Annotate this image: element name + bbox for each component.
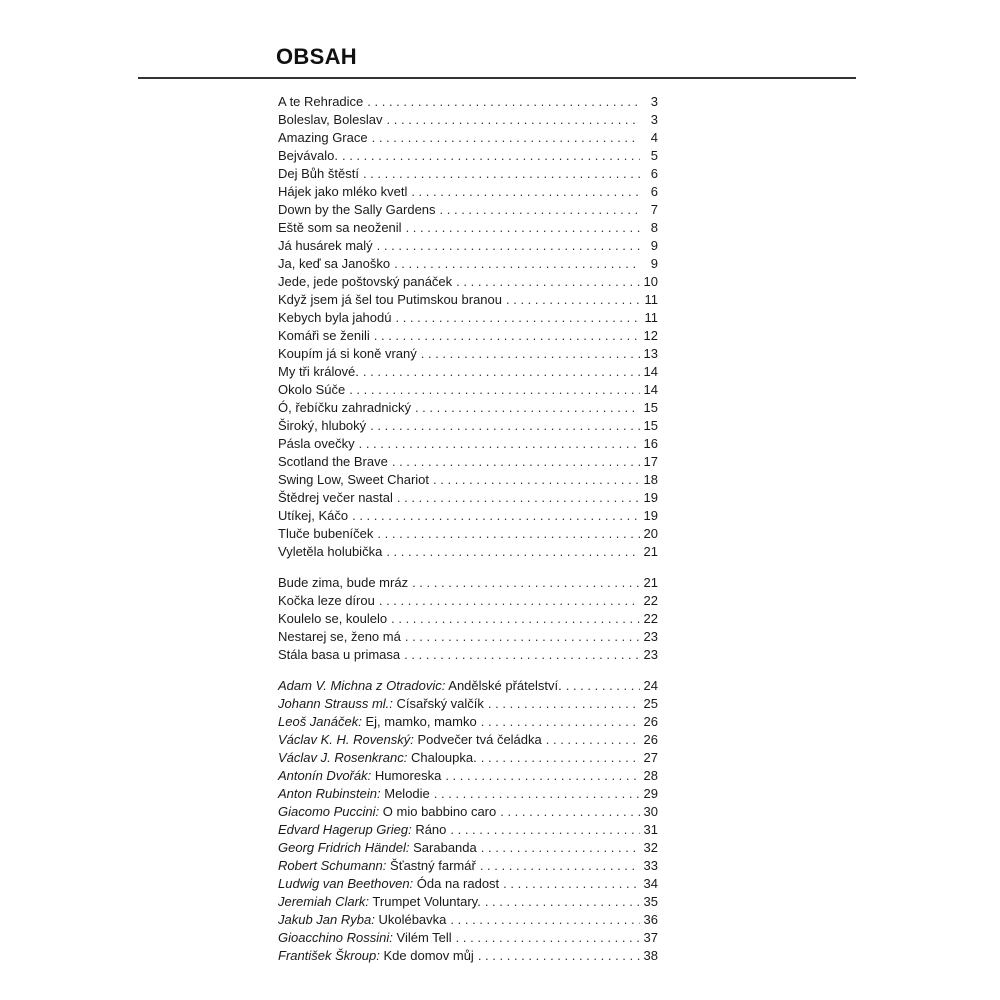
toc-entry-title: O mio babbino caro <box>382 804 497 819</box>
dot-leader <box>421 345 640 363</box>
toc-entry-label <box>278 363 359 381</box>
toc-entry-title: Ukolébavka <box>378 912 447 927</box>
toc-entry-title: Hájek jako mléko kvetl <box>278 184 408 199</box>
toc-entry-label <box>278 574 408 592</box>
toc-entry-page-number: 35 <box>643 894 658 909</box>
toc-entry-page-number: 9 <box>650 238 658 253</box>
toc-entry-title: Andělské přátelství. <box>448 678 562 693</box>
dot-leader <box>450 821 639 839</box>
toc-entry-label <box>278 327 370 345</box>
dot-leader <box>406 219 640 237</box>
toc-entry-page-number: 23 <box>643 647 658 662</box>
toc-entry-label <box>278 237 373 255</box>
dot-leader <box>481 839 640 857</box>
toc-entry-title: Koupím já si koně vraný <box>278 346 417 361</box>
toc-entry-title: Bude zima, bude mráz <box>278 575 409 590</box>
toc-entry-title: Kebych byla jahodú <box>278 310 392 325</box>
toc-entry-label <box>278 911 446 929</box>
toc-entry-page-number: 20 <box>643 526 658 541</box>
toc-entry[interactable] <box>278 165 658 183</box>
toc-entry-title: Štědrej večer nastal <box>278 490 393 505</box>
toc-entry-label <box>278 381 345 399</box>
toc-entry-label <box>278 610 387 628</box>
toc-entry-label <box>278 147 338 165</box>
toc-entry-page-number: 32 <box>643 840 658 855</box>
dot-leader <box>370 417 639 435</box>
toc-entry-label <box>278 507 348 525</box>
toc-entry-page-number: 29 <box>643 786 658 801</box>
dot-leader <box>566 677 640 695</box>
toc-entry-composer: Václav K. H. Rovenský: <box>278 732 414 747</box>
toc-entry-label <box>278 219 402 237</box>
toc-entry-title: Ej, mamko, mamko <box>365 714 477 729</box>
toc-entry-page-number: 28 <box>643 768 658 783</box>
toc-entry-label <box>278 525 373 543</box>
dot-leader <box>546 731 640 749</box>
toc-entry-label <box>278 713 477 731</box>
toc-entry-page-number: 7 <box>650 202 658 217</box>
toc-entry-page-number: 22 <box>643 611 658 626</box>
toc-entry-page-number: 26 <box>643 714 658 729</box>
toc-entry-title: Nestarej se, ženo má <box>278 629 401 644</box>
toc-entry-label <box>278 803 496 821</box>
toc-entry-label <box>278 345 417 363</box>
toc-entry[interactable] <box>278 237 658 255</box>
toc-entry[interactable] <box>278 646 658 664</box>
dot-leader <box>395 309 640 327</box>
toc-entry-page-number: 13 <box>643 346 658 361</box>
toc-entry-label <box>278 821 446 839</box>
toc-entry[interactable] <box>278 947 658 965</box>
toc-entry[interactable] <box>278 628 658 646</box>
toc-entry-title: Eště som sa neoženil <box>278 220 402 235</box>
toc-entry-page-number: 25 <box>643 696 658 711</box>
toc-entry[interactable] <box>278 219 658 237</box>
toc-entry-title: A te Rehradice <box>278 94 364 109</box>
title-divider <box>138 77 856 79</box>
dot-leader <box>372 129 640 147</box>
dot-leader <box>456 273 639 291</box>
toc-entry[interactable] <box>278 489 658 507</box>
toc-entry-label <box>278 628 401 646</box>
toc-entry-label <box>278 399 411 417</box>
toc-entry-title: Trumpet Voluntary. <box>372 894 481 909</box>
toc-entry-page-number: 15 <box>643 400 658 415</box>
toc-entry[interactable] <box>278 507 658 525</box>
toc-entry[interactable] <box>278 785 658 803</box>
toc-entry[interactable] <box>278 327 658 345</box>
toc-entry-label <box>278 471 429 489</box>
toc-entry-title: Scotland the Brave <box>278 454 388 469</box>
toc-entry-page-number: 12 <box>643 328 658 343</box>
toc-entry-title: Ja, keď sa Janoško <box>278 256 391 271</box>
dot-leader <box>503 875 639 893</box>
toc-entry-label <box>278 592 375 610</box>
dot-leader <box>367 93 640 111</box>
toc-entry-label <box>278 273 452 291</box>
toc-entry-composer: Gioacchino Rossini: <box>278 930 393 945</box>
toc-entry-title: Když jsem já šel tou Putimskou branou <box>278 292 502 307</box>
toc-entry-title: Down by the Sally Gardens <box>278 202 436 217</box>
toc-entry[interactable] <box>278 875 658 893</box>
toc-entry-page-number: 14 <box>643 382 658 397</box>
dot-leader <box>445 767 639 785</box>
toc-entry-title: Humoreska <box>374 768 442 783</box>
toc-entry-composer: Georg Fridrich Händel: <box>278 840 410 855</box>
dot-leader <box>363 363 640 381</box>
toc-entry-label <box>278 785 430 803</box>
toc-entry-title: Melodie <box>384 786 430 801</box>
dot-leader <box>481 749 640 767</box>
toc-entry-page-number: 36 <box>643 912 658 927</box>
toc-entry-page-number: 22 <box>643 593 658 608</box>
toc-entry-page-number: 23 <box>643 629 658 644</box>
toc-entry-page-number: 34 <box>643 876 658 891</box>
table-of-contents <box>278 93 658 965</box>
dot-leader <box>415 399 640 417</box>
toc-entry-composer: Jakub Jan Ryba: <box>278 912 375 927</box>
toc-entry[interactable] <box>278 574 658 592</box>
dot-leader <box>434 785 640 803</box>
toc-entry-page-number: 3 <box>650 94 658 109</box>
toc-entry-composer: Johann Strauss ml.: <box>278 696 393 711</box>
toc-entry-title: Jede, jede poštovský panáček <box>278 274 453 289</box>
toc-entry-label <box>278 129 368 147</box>
dot-leader <box>412 574 639 592</box>
dot-leader <box>363 165 640 183</box>
toc-entry[interactable] <box>278 857 658 875</box>
toc-entry-label <box>278 93 363 111</box>
toc-entry-title: Tluče bubeníček <box>278 526 374 541</box>
toc-entry-title: Komáři se ženili <box>278 328 370 343</box>
dot-leader <box>392 453 640 471</box>
toc-entry-label <box>278 929 452 947</box>
toc-entry-title: My tři králové. <box>278 364 359 379</box>
toc-entry-page-number: 37 <box>643 930 658 945</box>
toc-entry-page-number: 26 <box>643 732 658 747</box>
toc-entry-page-number: 3 <box>650 112 658 127</box>
toc-entry-title: Šťastný farmář <box>390 858 476 873</box>
toc-entry-page-number: 18 <box>643 472 658 487</box>
toc-entry-page-number: 17 <box>643 454 658 469</box>
toc-entry[interactable] <box>278 111 658 129</box>
dot-leader <box>450 911 639 929</box>
toc-entry-composer: Robert Schumann: <box>278 858 387 873</box>
toc-entry[interactable] <box>278 592 658 610</box>
toc-entry[interactable] <box>278 255 658 273</box>
toc-entry-label <box>278 646 400 664</box>
toc-entry[interactable] <box>278 309 658 327</box>
toc-entry-title: Kde domov můj <box>383 948 474 963</box>
toc-entry-composer: František Škroup: <box>278 948 380 963</box>
dot-leader <box>433 471 640 489</box>
toc-entry-page-number: 6 <box>650 184 658 199</box>
toc-entry-title: Císařský valčík <box>396 696 484 711</box>
toc-entry-page-number: 30 <box>643 804 658 819</box>
toc-entry-label <box>278 291 502 309</box>
toc-entry-title: Pásla ovečky <box>278 436 355 451</box>
toc-entry[interactable] <box>278 129 658 147</box>
toc-entry[interactable] <box>278 610 658 628</box>
toc-entry-page-number: 16 <box>643 436 658 451</box>
toc-entry-title: Boleslav, Boleslav <box>278 112 383 127</box>
toc-entry-page-number: 27 <box>643 750 658 765</box>
toc-entry[interactable] <box>278 291 658 309</box>
toc-entry-label <box>278 201 436 219</box>
toc-entry-composer: Edvard Hagerup Grieg: <box>278 822 412 837</box>
toc-entry-title: Vyletěla holubička <box>278 544 383 559</box>
toc-entry-composer: Jeremiah Clark: <box>278 894 370 909</box>
toc-entry[interactable] <box>278 381 658 399</box>
toc-entry-composer: Ludwig van Beethoven: <box>278 876 414 891</box>
toc-entry-title: Chaloupka. <box>410 750 477 765</box>
toc-entry-composer: Adam V. Michna z Otradovic: <box>278 678 446 693</box>
toc-entry-title: Okolo Súče <box>278 382 346 397</box>
toc-entry-label <box>278 875 499 893</box>
toc-entry[interactable] <box>278 399 658 417</box>
dot-leader <box>391 610 639 628</box>
toc-entry-label <box>278 839 477 857</box>
toc-entry-page-number: 11 <box>644 292 658 307</box>
dot-leader <box>374 327 640 345</box>
toc-entry-page-number: 15 <box>643 418 658 433</box>
toc-entry-title: Dej Bůh štěstí <box>278 166 359 181</box>
toc-entry-label <box>278 731 542 749</box>
toc-entry-label <box>278 893 481 911</box>
toc-entry-page-number: 19 <box>643 490 658 505</box>
toc-entry-title: Kočka leze dírou <box>278 593 375 608</box>
toc-entry[interactable] <box>278 345 658 363</box>
toc-entry-label <box>278 543 382 561</box>
toc-entry[interactable] <box>278 803 658 821</box>
toc-entry-title: Bejvávalo. <box>278 148 338 163</box>
dot-leader <box>485 893 640 911</box>
toc-entry[interactable] <box>278 839 658 857</box>
dot-leader <box>359 435 640 453</box>
toc-entry-title: Sarabanda <box>413 840 477 855</box>
dot-leader <box>352 507 639 525</box>
toc-entry[interactable] <box>278 543 658 561</box>
page-title: OBSAH <box>276 44 357 69</box>
dot-leader <box>440 201 640 219</box>
toc-entry-title: Óda na radost <box>416 876 500 891</box>
toc-entry[interactable] <box>278 893 658 911</box>
toc-entry-label <box>278 435 355 453</box>
toc-entry[interactable] <box>278 201 658 219</box>
toc-entry-page-number: 6 <box>650 166 658 181</box>
toc-entry-label <box>278 749 477 767</box>
dot-leader <box>397 489 640 507</box>
toc-entry-label <box>278 309 391 327</box>
toc-entry-page-number: 24 <box>643 678 658 693</box>
dot-leader <box>500 803 639 821</box>
toc-entry[interactable] <box>278 435 658 453</box>
toc-section <box>278 574 658 664</box>
dot-leader <box>386 543 639 561</box>
toc-entry-page-number: 4 <box>650 130 658 145</box>
toc-entry[interactable] <box>278 677 658 695</box>
toc-entry-page-number: 31 <box>643 822 658 837</box>
toc-entry-label <box>278 489 393 507</box>
toc-entry-label <box>278 111 383 129</box>
toc-entry-page-number: 38 <box>643 948 658 963</box>
dot-leader <box>377 525 639 543</box>
toc-entry[interactable] <box>278 731 658 749</box>
dot-leader <box>481 713 640 731</box>
toc-entry-title: Široký, hluboký <box>278 418 367 433</box>
toc-entry[interactable] <box>278 273 658 291</box>
toc-entry[interactable] <box>278 713 658 731</box>
toc-entry-label <box>278 165 359 183</box>
toc-entry[interactable] <box>278 821 658 839</box>
toc-entry-composer: Leoš Janáček: <box>278 714 362 729</box>
dot-leader <box>404 646 639 664</box>
toc-entry-page-number: 8 <box>650 220 658 235</box>
toc-entry-title: Stála basa u primasa <box>278 647 401 662</box>
dot-leader <box>411 183 640 201</box>
toc-entry[interactable] <box>278 453 658 471</box>
toc-entry[interactable] <box>278 749 658 767</box>
toc-entry-title: Swing Low, Sweet Chariot <box>278 472 430 487</box>
toc-entry-title: Utíkej, Káčo <box>278 508 349 523</box>
toc-entry[interactable] <box>278 525 658 543</box>
toc-entry-page-number: 9 <box>650 256 658 271</box>
toc-entry-label <box>278 183 407 201</box>
toc-entry-label <box>278 947 474 965</box>
toc-entry-page-number: 21 <box>643 575 658 590</box>
toc-entry-composer: Václav J. Rosenkranc: <box>278 750 408 765</box>
dot-leader <box>456 929 640 947</box>
toc-entry-label <box>278 767 441 785</box>
dot-leader <box>394 255 640 273</box>
toc-entry[interactable] <box>278 767 658 785</box>
toc-entry-label <box>278 695 484 713</box>
dot-leader <box>349 381 639 399</box>
toc-entry-title: Vilém Tell <box>396 930 452 945</box>
toc-section <box>278 677 658 965</box>
toc-entry[interactable] <box>278 911 658 929</box>
dot-leader <box>480 857 640 875</box>
dot-leader <box>342 147 640 165</box>
toc-entry-page-number: 14 <box>643 364 658 379</box>
toc-entry-title: Podvečer tvá čeládka <box>417 732 542 747</box>
dot-leader <box>387 111 640 129</box>
toc-entry-label <box>278 255 390 273</box>
toc-entry-title: Ó, řebíčku zahradnický <box>278 400 411 415</box>
dot-leader <box>379 592 640 610</box>
dot-leader <box>506 291 640 309</box>
toc-entry-page-number: 21 <box>643 544 658 559</box>
toc-entry-composer: Antonín Dvořák: <box>278 768 372 783</box>
dot-leader <box>488 695 640 713</box>
toc-entry-page-number: 10 <box>643 274 658 289</box>
toc-entry-label <box>278 453 388 471</box>
toc-entry-page-number: 5 <box>650 148 658 163</box>
dot-leader <box>405 628 640 646</box>
toc-entry[interactable] <box>278 183 658 201</box>
toc-entry[interactable] <box>278 929 658 947</box>
toc-entry-title: Koulelo se, koulelo <box>278 611 388 626</box>
toc-entry-composer: Anton Rubinstein: <box>278 786 381 801</box>
toc-entry-title: Amazing Grace <box>278 130 368 145</box>
dot-leader <box>377 237 640 255</box>
toc-entry-title: Ráno <box>415 822 447 837</box>
toc-entry[interactable] <box>278 471 658 489</box>
toc-entry-page-number: 19 <box>643 508 658 523</box>
toc-entry[interactable] <box>278 417 658 435</box>
toc-section <box>278 93 658 561</box>
toc-entry[interactable] <box>278 93 658 111</box>
toc-entry[interactable] <box>278 695 658 713</box>
toc-entry-label <box>278 417 366 435</box>
toc-entry-label <box>278 677 562 695</box>
toc-entry-label <box>278 857 476 875</box>
toc-entry-page-number: 33 <box>643 858 658 873</box>
dot-leader <box>478 947 640 965</box>
toc-entry[interactable] <box>278 363 658 381</box>
toc-entry-composer: Giacomo Puccini: <box>278 804 380 819</box>
toc-entry-title: Já husárek malý <box>278 238 373 253</box>
toc-entry-page-number: 11 <box>644 310 658 325</box>
toc-entry[interactable] <box>278 147 658 165</box>
